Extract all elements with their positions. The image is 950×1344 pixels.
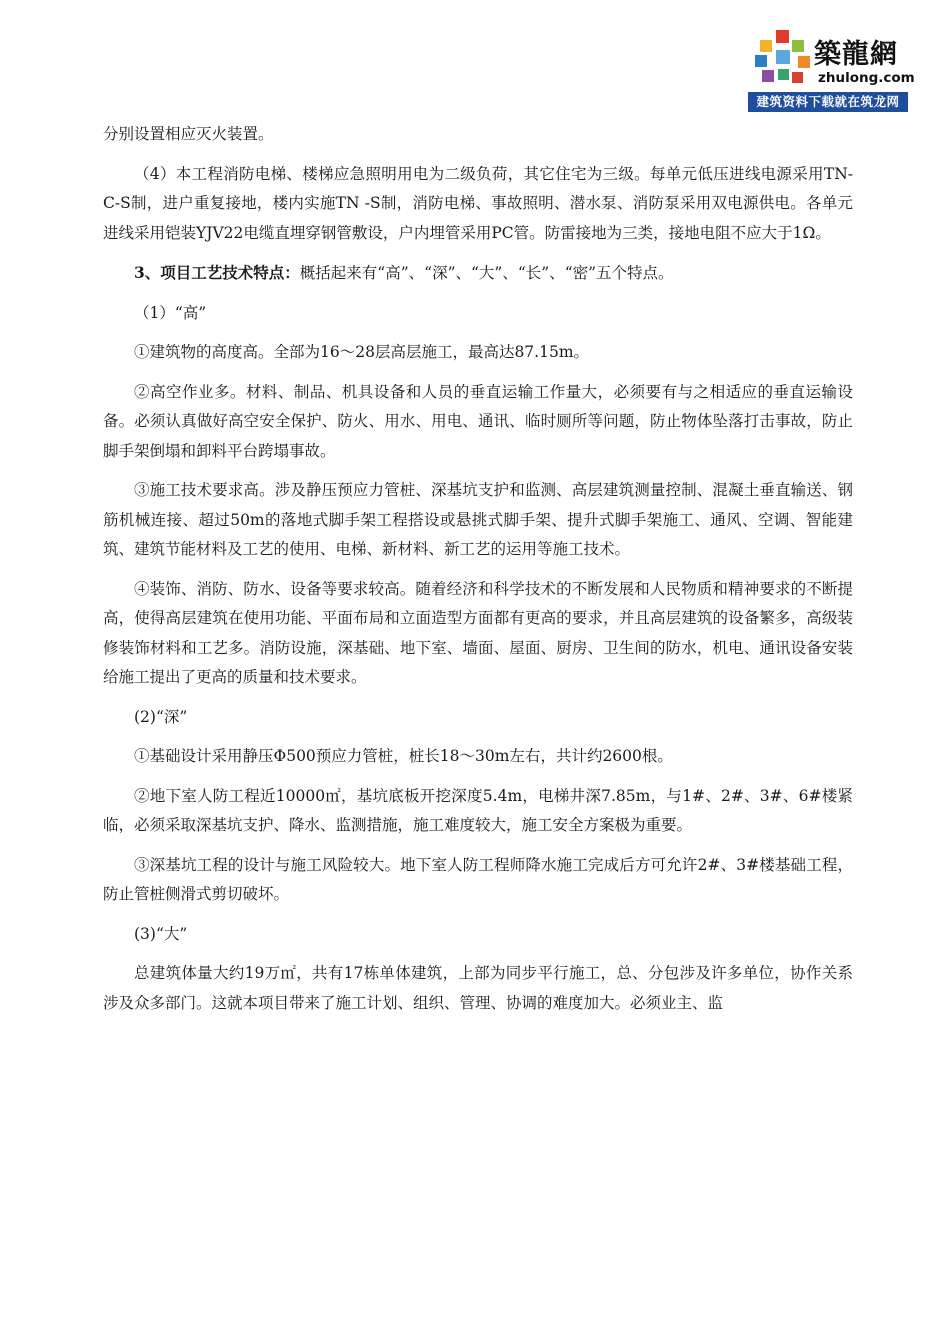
- logo-domain: zhulong.com: [818, 70, 915, 86]
- document-body: [103, 120, 853, 1028]
- section-heading: 3、项目工艺技术特点：: [134, 263, 300, 282]
- paragraph: ③施工技术要求高。涉及静压预应力管桩、深基坑支护和监测、高层建筑测量控制、混凝土垂直输送、钢筋机械连接、超过50m的落地式脚手架工程搭设或悬挑式脚手架、提升式脚手架施工、通风、空调、智能建筑、建筑节能材料及工艺的使用、电梯、新材料、新工艺的运用等施工技术。: [103, 481, 853, 558]
- subheading: (3)“大”: [134, 924, 188, 943]
- paragraph: ②地下室人防工程近10000㎡，基坑底板开挖深度5.4m，电梯井深7.85m，与1#、2#、3#、6#楼紧临，必须采取深基坑支护、降水、监测措施，施工难度较大，施工安全方案极为重要。: [103, 786, 853, 834]
- logo-title: 築龍網: [814, 39, 898, 70]
- logo-slogan: 建筑资料下载就在筑龙网: [748, 92, 908, 112]
- paragraph: ①建筑物的高度高。全部为16～28层高层施工，最高达87.15m。: [134, 343, 590, 361]
- section-heading-paragraph: [103, 258, 853, 289]
- paragraph: ④装饰、消防、防水、设备等要求较高。随着经济和科学技术的不断发展和人民物质和精神要求的不断提高，使得高层建筑在使用功能、平面布局和立面造型方面都有更高的要求，并且高层建筑的设备繁多，高级装修装饰材料和工艺多。消防设施，深基础、地下室、墙面、屋面、厨房、卫生间的防水，机电、通讯设备安装给施工提出了更高的质量和技术要求。: [103, 579, 853, 686]
- paragraph: ③深基坑工程的设计与施工风险较大。地下室人防工程师降水施工完成后方可允许2#、3#楼基础工程，防止管桩侧滑式剪切破坏。: [103, 855, 853, 903]
- paragraph: ②高空作业多。材料、制品、机具设备和人员的垂直运输工作量大，必须要有与之相适应的垂直运输设备。必须认真做好高空安全保护、防火、用水、用电、通讯、临时厕所等问题，防止物体坠落打击事故，防止脚手架倒塌和卸料平台跨塌事故。: [103, 382, 853, 460]
- section-heading-text: 概括起来有“高”、“深”、“大”、“长”、“密”五个特点。: [299, 264, 674, 282]
- subheading: (2)“深”: [134, 707, 188, 726]
- paragraph: 总建筑体量大约19万㎡，共有17栋单体建筑，上部为同步平行施工，总、分包涉及许多单位，协作关系涉及众多部门。这就本项目带来了施工计划、组织、管理、协调的难度加大。必须业主、监: [103, 964, 853, 1012]
- cube-cluster-icon: [754, 28, 812, 86]
- zhulong-logo: [748, 18, 915, 114]
- subheading: （1）“高”: [134, 303, 207, 322]
- paragraph: ①基础设计采用静压Φ500预应力管桩，桩长18～30m左右，共计约2600根。: [134, 747, 673, 765]
- paragraph: （4）本工程消防电梯、楼梯应急照明用电为二级负荷，其它住宅为三级。每单元低压进线电源采用TN-C-S制，进户重复接地，楼内实施TN -S制，消防电梯、事故照明、潜水泵、消防泵采用双电源供电。各单元进线采用铠装YJV22电缆直埋穿钢管敷设，户内埋管采用PC管。防雷接地为三类，接地电阻不应大于1Ω。: [103, 164, 853, 242]
- paragraph: 分别设置相应灭火装置。: [103, 125, 274, 143]
